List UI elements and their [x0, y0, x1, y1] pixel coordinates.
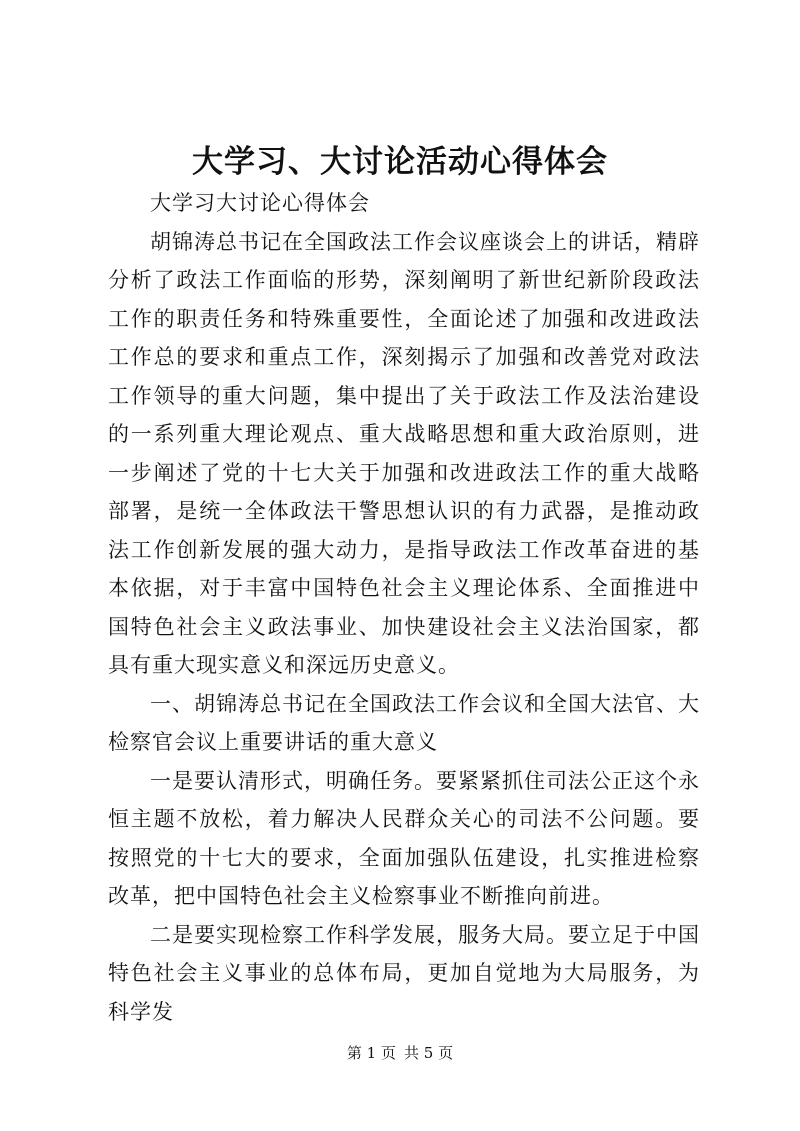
subtitle-paragraph: 大学习大讨论心得体会 [150, 191, 370, 215]
page-number: 第 1 页 [346, 1044, 396, 1062]
document-body [108, 184, 700, 1031]
body-paragraph: 二是要实现检察工作科学发展，服务大局。要立足于中国特色社会主义事业的总体布局，更加自觉地为大局服务，为科学发 [108, 922, 700, 1024]
body-paragraph: 胡锦涛总书记在全国政法工作会议座谈会上的讲话，精辟分析了政法工作面临的形势，深刻阐明了新世纪新阶段政法工作的职责任务和特殊重要性，全面论述了加强和改进政法工作总的要求和重点工作，深刻揭示了加强和改善党对政法工作领导的重大问题，集中提出了关于政法工作及法治建设的一系列重大理论观点、重大战略思想和重大政治原则，进一步阐述了党的十七大关于加强和改进政法工作的重大战略部署，是统一全体政法干警思想认识的有力武器，是推动政法工作创新发展的强大动力，是指导政法工作改革奋进的基本依据，对于丰富中国特色社会主义理论体系、全面推进中国特色社会主义政法事业、加快建设社会主义法治国家，都具有重大现实意义和深远历史意义。 [108, 229, 700, 677]
body-paragraph: 一是要认清形式，明确任务。要紧紧抓住司法公正这个永恒主题不放松，着力解决人民群众关心的司法不公问题。要按照党的十七大的要求，全面加强队伍建设，扎实推进检察改革，把中国特色社会主义检察事业不断推向前进。 [108, 768, 700, 908]
document-title: 大学习、大讨论活动心得体会 [192, 144, 608, 180]
section-heading-paragraph: 一、胡锦涛总书记在全国政法工作会议和全国大法官、大检察官会议上重要讲话的重大意义 [108, 691, 700, 754]
page-total: 共 5 页 [404, 1044, 454, 1062]
page-footer [0, 1043, 800, 1063]
